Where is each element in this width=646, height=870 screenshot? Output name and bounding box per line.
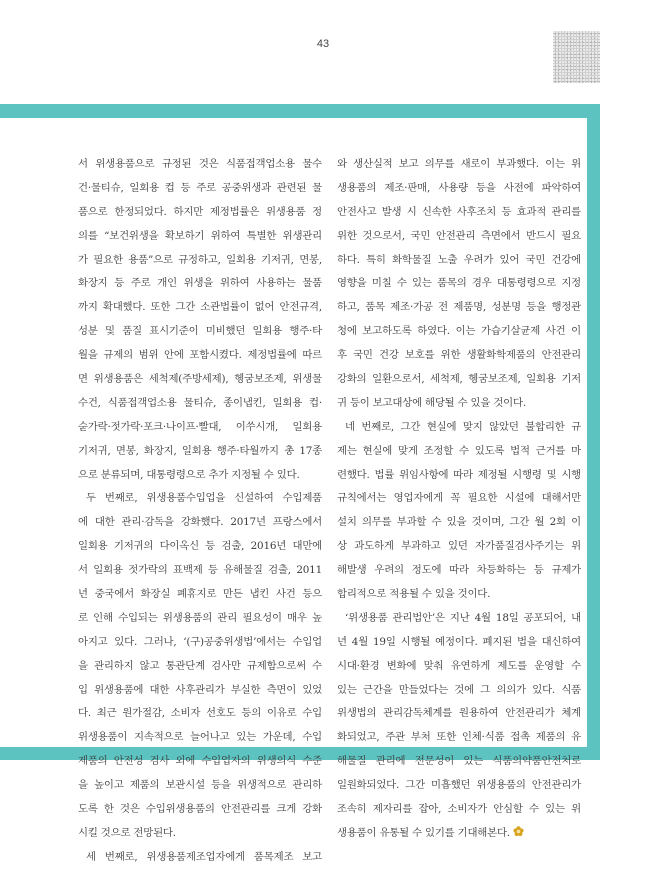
page-number: 43 [316, 38, 330, 50]
text-line [78, 344, 322, 368]
text-line [78, 487, 322, 511]
text-line [337, 822, 581, 846]
text-line-content: 아지고 있다. 그러나, ‘(구)공중위생법’에서는 수입업 [78, 635, 322, 648]
text-line-content: 의를 “보건위생을 확보하기 위하여 특별한 위생관리 [78, 229, 322, 242]
text-line [78, 702, 322, 726]
text-line [78, 296, 322, 320]
text-line-content: 세 번째로, 위생용품제조업자에게 품목제조 보고 [86, 850, 322, 863]
text-line-content: 가 필요한 용품”으로 규정하고, 일회용 기저귀, 면봉, [78, 253, 322, 266]
text-line-content: 시킬 것으로 전망된다. [78, 826, 176, 839]
text-line [78, 153, 322, 177]
text-line-content: 와 생산실적 보고 의무를 새로이 부과했다. 이는 위 [337, 158, 581, 170]
text-line [337, 272, 581, 296]
text-line-content: 화장지 등 주로 개인 위생을 위하여 사용하는 물품 [78, 277, 322, 290]
text-line [78, 822, 322, 846]
text-line [337, 559, 581, 583]
text-line-content: 화되었고, 주관 부처 또한 인체·식품 접촉 제품의 유 [337, 731, 581, 744]
text-line [337, 583, 581, 607]
text-line [78, 726, 322, 750]
text-line [337, 177, 581, 201]
text-line-content: 을 관리하지 않고 통관단계 검사만 규제함으로써 수 [78, 659, 322, 672]
text-line [337, 392, 581, 416]
text-line [78, 607, 322, 631]
text-line [78, 583, 322, 607]
text-line-content: 귀 등이 보고대상에 해당될 수 있을 것이다. [337, 396, 526, 409]
text-line [78, 225, 322, 249]
text-line-content: 후 국민 건강 보호를 위한 생활화학제품의 안전관리 [337, 349, 581, 362]
text-line [337, 511, 581, 535]
text-line-content: 입 위생용품에 대한 사후관리가 부실한 측면이 있었 [78, 683, 322, 696]
text-line-content: 도록 한 것은 수입위생용품의 안전관리를 크게 강화 [78, 803, 322, 816]
text-line-content: 제품의 안전성 검사 외에 수입업자의 위생의식 수준 [78, 755, 322, 768]
text-line [78, 392, 322, 416]
left-column [78, 153, 322, 870]
text-line [78, 846, 322, 870]
text-line [78, 440, 322, 464]
text-line-content: 월을 규제의 범위 안에 포함시켰다. 제정법률에 따르 [78, 349, 322, 362]
text-line-content: 위생용품이 지속적으로 늘어나고 있는 가운데, 수입 [78, 731, 322, 744]
text-line [78, 535, 322, 559]
corner-texture-decoration [553, 31, 600, 83]
text-line [337, 416, 581, 440]
text-line [337, 631, 581, 655]
text-line [78, 774, 322, 798]
text-line [337, 225, 581, 249]
text-line-content: 서 위생용품으로 규정된 것은 식품접객업소용 물수 [78, 158, 322, 170]
text-line [78, 679, 322, 703]
text-line [78, 368, 322, 392]
text-line-content: 일회용 기저귀의 다이옥신 등 검출, 2016년 대만에 [78, 540, 322, 553]
text-line [78, 464, 322, 488]
text-line-content: 품으로 한정되었다. 하지만 제정법률은 위생용품 정 [78, 205, 322, 218]
frame-top-border [0, 104, 600, 118]
text-line [337, 679, 581, 703]
text-line [78, 320, 322, 344]
text-line-content: 다. 최근 원가절감, 소비자 선호도 등의 이유로 수입 [78, 707, 322, 720]
text-line-content: 생용품의 제조·판매, 사용량 등을 사전에 파악하여 [337, 181, 581, 194]
text-line [78, 249, 322, 273]
text-line-content: 일원화되었다. 그간 미흡했던 위생용품의 안전관리가 [337, 779, 581, 792]
text-line [337, 440, 581, 464]
text-line [337, 774, 581, 798]
text-line-content: 년 4월 19일 시행될 예정이다. 폐지된 법을 대신하여 [337, 635, 581, 648]
text-line-content: 위생법의 관리감독체계를 원용하여 안전관리가 체계 [337, 707, 581, 720]
text-line-content: 생용품이 유통될 수 있기를 기대해본다. [337, 826, 510, 839]
text-line-content: 해물질 관리에 전문성이 있는 식품의약품안전처로 [337, 755, 581, 768]
text-line-content: 서 일회용 젓가락의 표백제 등 유해물질 검출, 2011 [78, 564, 322, 577]
text-line [337, 702, 581, 726]
text-line [337, 201, 581, 225]
text-line-content: 조속히 제자리를 잡아, 소비자가 안심할 수 있는 위 [337, 803, 581, 816]
text-line-content: 건·물티슈, 일회용 컵 등 주로 공중위생과 관련된 물 [78, 181, 322, 194]
text-line-content: 있는 근간을 만들었다는 것에 그 의의가 있다. 식품 [337, 683, 581, 696]
text-line-content: 로 인해 수입되는 위생용품의 관리 필요성이 매우 높 [78, 611, 322, 624]
text-line-content: 상 과도하게 부과하고 있던 자가품질검사주기는 위 [337, 540, 581, 553]
text-line [337, 750, 581, 774]
text-line [337, 655, 581, 679]
text-line [337, 296, 581, 320]
text-line [78, 655, 322, 679]
text-line-content: 하다. 특히 화학물질 노출 우려가 있어 국민 건강에 [337, 253, 581, 266]
text-line-content: 설치 의무를 부과할 수 있을 것이며, 그간 월 2회 이 [337, 516, 581, 529]
text-line [78, 416, 322, 440]
text-line-content: 에 대한 관리·감독을 강화했다. 2017년 프랑스에서 [78, 516, 322, 529]
text-line-content: 련했다. 법률 위임사항에 따라 제정될 시행령 및 시행 [337, 468, 581, 481]
text-line [337, 607, 581, 631]
text-line-content: 하고, 품목 제조·가공 전 제품명, 성분명 등을 행정관 [337, 301, 581, 314]
text-line-content: 을 높이고 제품의 보관시설 등을 위생적으로 관리하 [78, 779, 322, 792]
text-line [78, 631, 322, 655]
text-line [337, 320, 581, 344]
text-line [337, 798, 581, 822]
text-line [78, 511, 322, 535]
text-line-content: 시대·환경 변화에 맞춰 유연하게 제도를 운영할 수 [337, 659, 581, 672]
text-line-content: 두 번째로, 위생용품수입업을 신설하여 수입제품 [86, 492, 322, 505]
text-line-content: 면 위생용품은 세척제(주방세제), 헹굼보조제, 위생물 [78, 373, 322, 386]
frame-right-border [587, 104, 600, 760]
text-line [337, 535, 581, 559]
text-line-content: 기저귀, 면봉, 화장지, 일회용 행주·타월까지 총 17종 [78, 444, 322, 457]
text-line-content: ‘위생용품 관리법안’은 지난 4월 18일 공포되어, 내 [345, 611, 581, 624]
text-line [337, 368, 581, 392]
text-line-content: 수건, 식품접객업소용 물티슈, 종이냅킨, 일회용 컵· [78, 396, 322, 409]
text-line [337, 153, 581, 177]
text-line [78, 177, 322, 201]
text-line-content: 네 번째로, 그간 현실에 맞지 않았던 불합리한 규 [345, 420, 581, 433]
text-line [78, 750, 322, 774]
flower-end-mark-icon [513, 823, 524, 834]
text-line-content: 청에 보고하도록 하였다. 이는 가습기살균제 사건 이 [337, 325, 581, 338]
text-line [337, 726, 581, 750]
text-line-content: 으로 분류되며, 대통령령으로 추가 지정될 수 있다. [78, 468, 300, 481]
text-line-content: 제는 현실에 맞게 조정할 수 있도록 법적 근거를 마 [337, 444, 581, 457]
text-line-content: 해발생 우려의 정도에 따라 차등화하는 등 규제가 [337, 564, 581, 577]
text-line [78, 201, 322, 225]
text-line-content: 합리적으로 적용될 수 있을 것이다. [337, 588, 491, 601]
text-line-content: 성분 및 품질 표시기준이 미비했던 일회용 행주·타 [78, 325, 322, 338]
text-line-content: 숟가락·젓가락·포크·나이프·빨대, 이쑤시개, 일회용 [78, 420, 322, 433]
text-line-content: 년 중국에서 화장실 폐휴지로 만든 냅킨 사건 등으 [78, 588, 322, 601]
text-line-content: 강화의 일환으로서, 세척제, 헹굼보조제, 일회용 기저 [337, 373, 581, 386]
text-line [337, 344, 581, 368]
text-line-content: 까지 확대했다. 또한 그간 소관법률이 없어 안전규격, [78, 301, 322, 314]
text-line [78, 559, 322, 583]
text-line-content: 규칙에서는 영업자에게 꼭 필요한 시설에 대해서만 [337, 492, 581, 505]
text-line-content: 위한 것으로서, 국민 안전관리 측면에서 반드시 필요 [337, 229, 581, 242]
text-line [337, 249, 581, 273]
text-line-content: 영향을 미칠 수 있는 품목의 경우 대통령령으로 지정 [337, 277, 581, 290]
text-line [337, 464, 581, 488]
text-line [78, 798, 322, 822]
text-line [337, 487, 581, 511]
text-line [78, 272, 322, 296]
text-line-content: 안전사고 발생 시 신속한 사후조치 등 효과적 관리를 [337, 205, 581, 218]
right-column [337, 153, 581, 846]
